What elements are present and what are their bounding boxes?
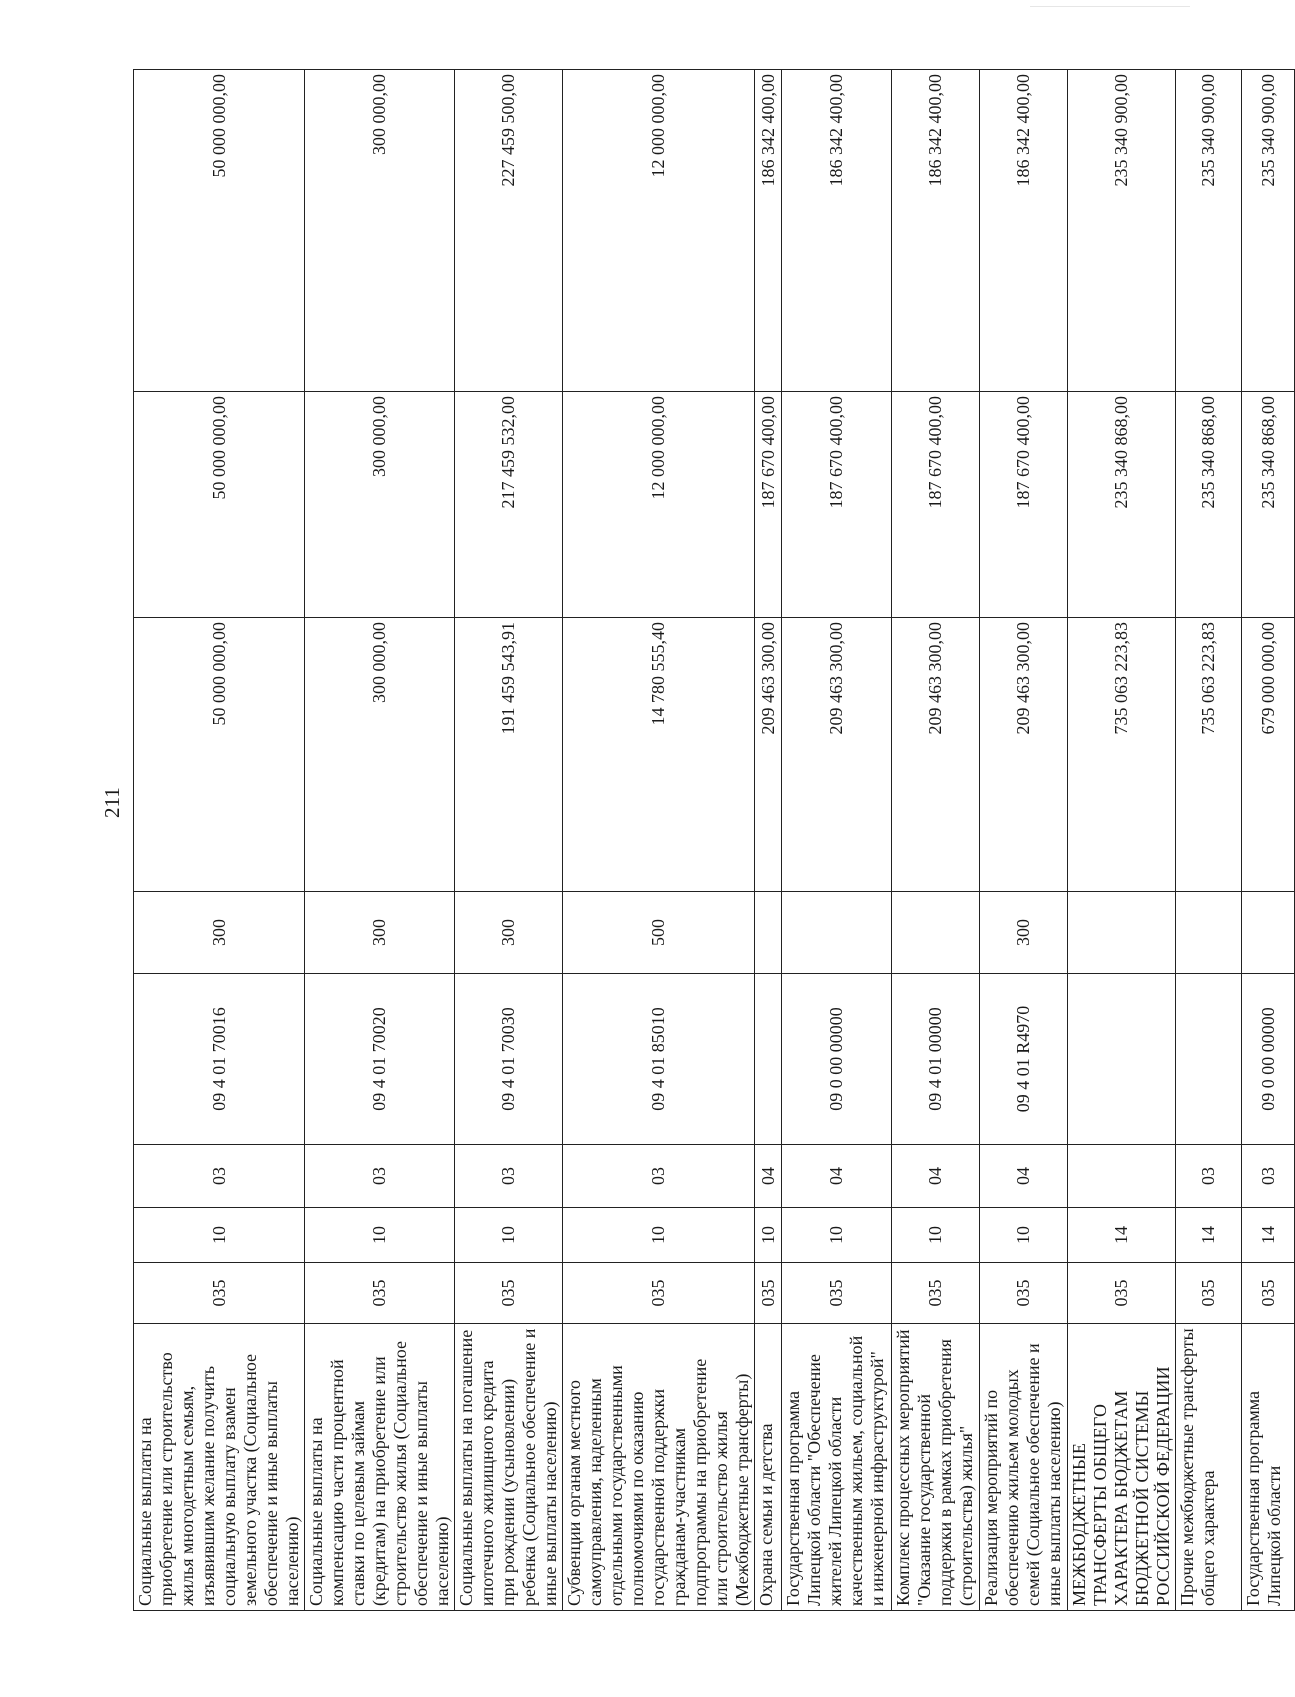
amount-year-1-cell: 191 459 543,91 — [455, 618, 563, 892]
amount-year-1-cell: 735 063 223,83 — [1176, 618, 1242, 892]
section-cell: 10 — [563, 1208, 755, 1263]
subsection-cell: 04 — [755, 1145, 782, 1208]
ministry-code-cell: 035 — [455, 1263, 563, 1324]
amount-year-1-cell: 679 000 000,00 — [1242, 618, 1295, 892]
amount-year-2-cell: 217 459 532,00 — [455, 392, 563, 618]
table-row — [305, 70, 455, 1611]
table-row — [134, 70, 305, 1611]
table-row — [1176, 70, 1242, 1611]
amount-year-1-cell: 50 000 000,00 — [134, 618, 305, 892]
section-cell: 14 — [1242, 1208, 1295, 1263]
section-cell: 10 — [755, 1208, 782, 1263]
ministry-code-cell: 035 — [980, 1263, 1068, 1324]
row-name: Социальные выплаты на погашение ипотечного жилищного кредита при рождении (усыновлении) ребенка (Социальное обеспечение и иные выплаты населению) — [455, 1324, 563, 1611]
amount-year-3-cell: 186 342 400,00 — [980, 70, 1068, 392]
target-article-cell: 09 4 01 00000 — [892, 974, 980, 1145]
amount-year-1-cell: 209 463 300,00 — [755, 618, 782, 892]
subsection-cell — [1068, 1145, 1176, 1208]
target-article-cell: 09 0 00 00000 — [1242, 974, 1295, 1145]
amount-year-1-cell: 735 063 223,83 — [1068, 618, 1176, 892]
expense-type-cell — [1176, 892, 1242, 974]
amount-year-2-cell: 300 000,00 — [305, 392, 455, 618]
amount-year-1-cell: 209 463 300,00 — [892, 618, 980, 892]
amount-year-1-cell: 300 000,00 — [305, 618, 455, 892]
section-cell: 14 — [1176, 1208, 1242, 1263]
budget-table — [133, 69, 1295, 1611]
expense-type-cell — [1242, 892, 1295, 974]
rotated-table-container — [133, 70, 1284, 1611]
subsection-cell: 04 — [980, 1145, 1068, 1208]
target-article-cell: 09 4 01 70016 — [134, 974, 305, 1145]
amount-year-2-cell: 187 670 400,00 — [892, 392, 980, 618]
amount-year-3-cell: 50 000 000,00 — [134, 70, 305, 392]
row-name: Реализация мероприятий по обеспечению жильем молодых семей (Социальное обеспечение и иные выплаты населению) — [980, 1324, 1068, 1611]
target-article-cell: 09 4 01 70020 — [305, 974, 455, 1145]
subsection-cell: 04 — [782, 1145, 892, 1208]
table-row — [455, 70, 563, 1611]
amount-year-2-cell: 235 340 868,00 — [1176, 392, 1242, 618]
expense-type-cell — [892, 892, 980, 974]
ministry-code-cell: 035 — [563, 1263, 755, 1324]
table-row — [563, 70, 755, 1611]
amount-year-2-cell: 12 000 000,00 — [563, 392, 755, 618]
section-cell: 10 — [455, 1208, 563, 1263]
amount-year-1-cell: 14 780 555,40 — [563, 618, 755, 892]
amount-year-2-cell: 187 670 400,00 — [980, 392, 1068, 618]
subsection-cell: 03 — [563, 1145, 755, 1208]
row-name: Прочие межбюджетные трансферты общего характера — [1176, 1324, 1242, 1611]
target-article-cell: 09 4 01 R4970 — [980, 974, 1068, 1145]
target-article-cell: 09 0 00 00000 — [782, 974, 892, 1145]
amount-year-2-cell: 187 670 400,00 — [782, 392, 892, 618]
target-article-cell: 09 4 01 70030 — [455, 974, 563, 1145]
section-cell: 10 — [980, 1208, 1068, 1263]
section-cell: 14 — [1068, 1208, 1176, 1263]
amount-year-3-cell: 186 342 400,00 — [755, 70, 782, 392]
target-article-cell — [755, 974, 782, 1145]
table-row — [1068, 70, 1176, 1611]
amount-year-1-cell: 209 463 300,00 — [980, 618, 1068, 892]
target-article-cell: 09 4 01 85010 — [563, 974, 755, 1145]
amount-year-3-cell: 235 340 900,00 — [1176, 70, 1242, 392]
expense-type-cell — [755, 892, 782, 974]
amount-year-3-cell: 227 459 500,00 — [455, 70, 563, 392]
amount-year-3-cell: 186 342 400,00 — [892, 70, 980, 392]
expense-type-cell: 300 — [134, 892, 305, 974]
table-row — [980, 70, 1068, 1611]
amount-year-3-cell: 186 342 400,00 — [782, 70, 892, 392]
ministry-code-cell: 035 — [1068, 1263, 1176, 1324]
amount-year-2-cell: 187 670 400,00 — [755, 392, 782, 618]
expense-type-cell: 300 — [305, 892, 455, 974]
ministry-code-cell: 035 — [305, 1263, 455, 1324]
amount-year-1-cell: 209 463 300,00 — [782, 618, 892, 892]
row-name: Социальные выплаты на приобретение или строительство жилья многодетным семьям, изъявившим желание получить социальную выплату взамен земельного участка (Социальное обеспечение и иные выплаты населению) — [134, 1324, 305, 1611]
row-name: Субвенции органам местного самоуправления, наделенным отдельными государственными полномочиями по оказанию государственной поддержки гражданам-участникам подпрограммы на приобретение или строительство жилья (Межбюджетные трансферты) — [563, 1324, 755, 1611]
scan-artifact-line — [1030, 6, 1190, 7]
subsection-cell: 03 — [305, 1145, 455, 1208]
table-row — [782, 70, 892, 1611]
row-name: Комплекс процессных мероприятий "Оказание государственной поддержки в рамках приобретения (строительства) жилья" — [892, 1324, 980, 1611]
amount-year-3-cell: 12 000 000,00 — [563, 70, 755, 392]
amount-year-2-cell: 50 000 000,00 — [134, 392, 305, 618]
ministry-code-cell: 035 — [1176, 1263, 1242, 1324]
ministry-code-cell: 035 — [1242, 1263, 1295, 1324]
row-name: Охрана семьи и детства — [755, 1324, 782, 1611]
row-name: Социальные выплаты на компенсацию части процентной ставки по целевым займам (кредитам) на приобретение или строительство жилья (Социальное обеспечение и иные выплаты населению) — [305, 1324, 455, 1611]
page-number: 211 — [100, 787, 124, 818]
target-article-cell — [1068, 974, 1176, 1145]
table-body — [134, 70, 1295, 1611]
section-cell: 10 — [892, 1208, 980, 1263]
subsection-cell: 03 — [134, 1145, 305, 1208]
subsection-cell: 03 — [1242, 1145, 1295, 1208]
ministry-code-cell: 035 — [134, 1263, 305, 1324]
table-row — [755, 70, 782, 1611]
subsection-cell: 03 — [1176, 1145, 1242, 1208]
row-name: Государственная программа Липецкой области — [1242, 1324, 1295, 1611]
amount-year-3-cell: 235 340 900,00 — [1068, 70, 1176, 392]
section-cell: 10 — [305, 1208, 455, 1263]
amount-year-3-cell: 300 000,00 — [305, 70, 455, 392]
target-article-cell — [1176, 974, 1242, 1145]
expense-type-cell: 300 — [980, 892, 1068, 974]
subsection-cell: 03 — [455, 1145, 563, 1208]
table-row — [1242, 70, 1295, 1611]
expense-type-cell: 300 — [455, 892, 563, 974]
amount-year-2-cell: 235 340 868,00 — [1068, 392, 1176, 618]
expense-type-cell: 500 — [563, 892, 755, 974]
subsection-cell: 04 — [892, 1145, 980, 1208]
amount-year-2-cell: 235 340 868,00 — [1242, 392, 1295, 618]
section-cell: 10 — [782, 1208, 892, 1263]
row-name: МЕЖБЮДЖЕТНЫЕ ТРАНСФЕРТЫ ОБЩЕГО ХАРАКТЕРА БЮДЖЕТАМ БЮДЖЕТНОЙ СИСТЕМЫ РОССИЙСКОЙ ФЕДЕРАЦИИ — [1068, 1324, 1176, 1611]
section-cell: 10 — [134, 1208, 305, 1263]
table-row — [892, 70, 980, 1611]
ministry-code-cell: 035 — [782, 1263, 892, 1324]
amount-year-3-cell: 235 340 900,00 — [1242, 70, 1295, 392]
expense-type-cell — [782, 892, 892, 974]
row-name: Государственная программа Липецкой области "Обеспечение жителей Липецкой области качественным жильем, социальной и инженерной инфраструктурой" — [782, 1324, 892, 1611]
ministry-code-cell: 035 — [755, 1263, 782, 1324]
expense-type-cell — [1068, 892, 1176, 974]
ministry-code-cell: 035 — [892, 1263, 980, 1324]
